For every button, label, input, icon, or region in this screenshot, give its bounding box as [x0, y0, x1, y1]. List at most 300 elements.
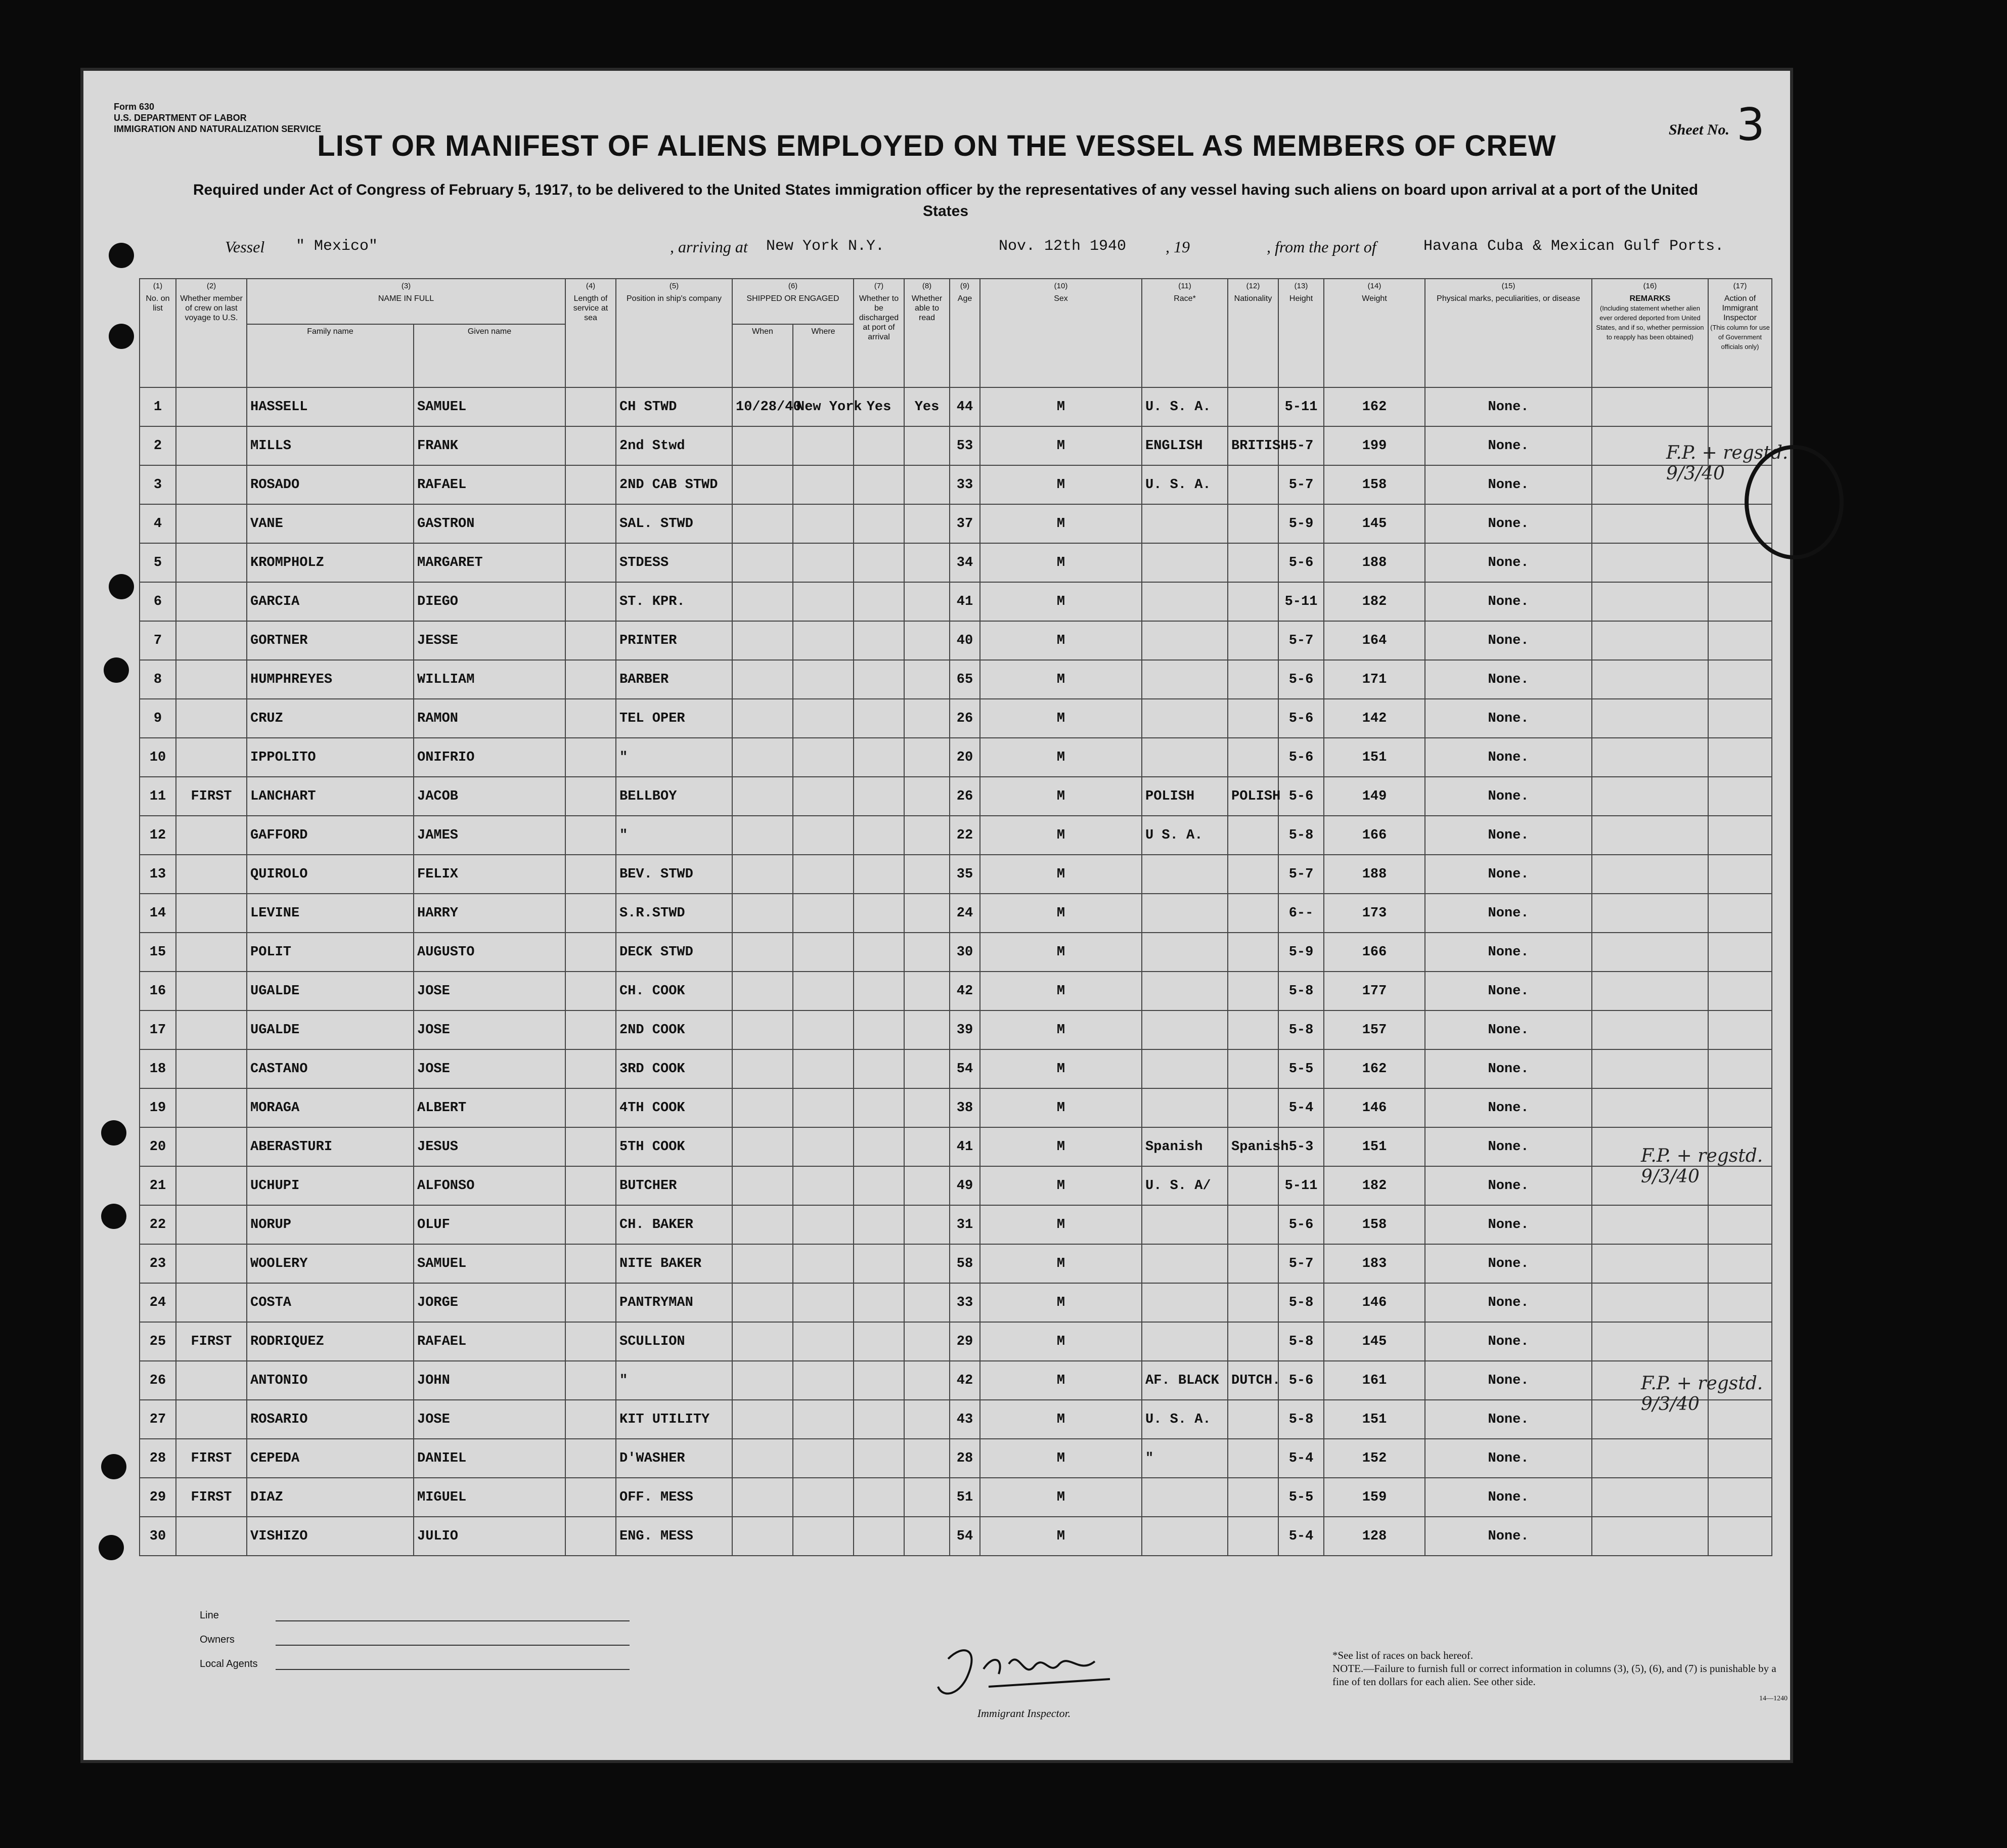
sex: M	[980, 777, 1142, 816]
given-name: JAMES	[414, 816, 565, 855]
position: BEV. STWD	[616, 855, 732, 894]
family-name: GARCIA	[247, 582, 414, 621]
engaged-when	[732, 738, 793, 777]
age: 28	[950, 1439, 980, 1478]
position: PRINTER	[616, 621, 732, 660]
service-length	[565, 1127, 616, 1166]
family-name: HUMPHREYES	[247, 660, 414, 699]
discharged	[854, 1049, 904, 1088]
binder-hole	[101, 1120, 126, 1146]
nationality	[1228, 1517, 1278, 1556]
service-length	[565, 621, 616, 660]
able-to-read	[904, 855, 950, 894]
weight: 151	[1324, 1127, 1425, 1166]
family-name: GORTNER	[247, 621, 414, 660]
nationality	[1228, 1478, 1278, 1517]
owners-field: Owners	[200, 1627, 630, 1652]
physical-marks: None.	[1425, 894, 1592, 933]
remarks	[1592, 855, 1708, 894]
service-length	[565, 465, 616, 504]
family-name: UGALDE	[247, 972, 414, 1010]
height: 5-11	[1278, 582, 1324, 621]
sex: M	[980, 1517, 1142, 1556]
discharged	[854, 1283, 904, 1322]
col-action-header: (17) Action of Immigrant Inspector (This column for use of Government officials only)	[1708, 279, 1772, 387]
able-to-read	[904, 621, 950, 660]
race: ENGLISH	[1142, 426, 1228, 465]
engaged-where	[793, 543, 854, 582]
sex: M	[980, 582, 1142, 621]
race	[1142, 894, 1228, 933]
engaged-where	[793, 738, 854, 777]
inspector-action	[1708, 660, 1772, 699]
row-number: 14	[140, 894, 176, 933]
able-to-read	[904, 1478, 950, 1517]
age: 34	[950, 543, 980, 582]
given-name: JESUS	[414, 1127, 565, 1166]
remarks	[1592, 543, 1708, 582]
last-voyage	[176, 816, 247, 855]
given-name: RAMON	[414, 699, 565, 738]
race	[1142, 1205, 1228, 1244]
age: 41	[950, 1127, 980, 1166]
given-name: AUGUSTO	[414, 933, 565, 972]
nationality	[1228, 621, 1278, 660]
family-name: DIAZ	[247, 1478, 414, 1517]
discharged	[854, 1322, 904, 1361]
height: 5-6	[1278, 660, 1324, 699]
remarks	[1592, 1049, 1708, 1088]
engaged-where	[793, 1088, 854, 1127]
engaged-when	[732, 621, 793, 660]
family-name: IPPOLITO	[247, 738, 414, 777]
remarks	[1592, 699, 1708, 738]
height: 5-6	[1278, 738, 1324, 777]
position: S.R.STWD	[616, 894, 732, 933]
position: PANTRYMAN	[616, 1283, 732, 1322]
physical-marks: None.	[1425, 504, 1592, 543]
height: 5-5	[1278, 1049, 1324, 1088]
position: ST. KPR.	[616, 582, 732, 621]
given-name: FELIX	[414, 855, 565, 894]
nationality	[1228, 1244, 1278, 1283]
given-name: JULIO	[414, 1517, 565, 1556]
given-name: DANIEL	[414, 1439, 565, 1478]
engaged-when	[732, 972, 793, 1010]
col-remarks-header: (16) REMARKS (Including statement whether alien ever ordered deported from United States, and if so, whether permission to reapply has been obtained)	[1592, 279, 1708, 387]
row-number: 7	[140, 621, 176, 660]
nationality: DUTCH.	[1228, 1361, 1278, 1400]
service-length	[565, 504, 616, 543]
family-name: ABERASTURI	[247, 1127, 414, 1166]
remarks	[1592, 1322, 1708, 1361]
able-to-read	[904, 582, 950, 621]
service-length	[565, 894, 616, 933]
able-to-read	[904, 972, 950, 1010]
engaged-where	[793, 1361, 854, 1400]
age: 38	[950, 1088, 980, 1127]
engaged-where	[793, 1478, 854, 1517]
age: 30	[950, 933, 980, 972]
sex: M	[980, 816, 1142, 855]
given-name: RAFAEL	[414, 465, 565, 504]
engaged-when	[732, 504, 793, 543]
table-row	[140, 933, 1772, 972]
family-name: CRUZ	[247, 699, 414, 738]
able-to-read	[904, 1049, 950, 1088]
position: D'WASHER	[616, 1439, 732, 1478]
physical-marks: None.	[1425, 387, 1592, 426]
service-length	[565, 1517, 616, 1556]
table-row	[140, 1205, 1772, 1244]
discharged	[854, 465, 904, 504]
race: U. S. A.	[1142, 1400, 1228, 1439]
nationality	[1228, 738, 1278, 777]
weight: 164	[1324, 621, 1425, 660]
table-row	[140, 504, 1772, 543]
inspector-caption: Immigrant Inspector.	[977, 1707, 1071, 1720]
physical-marks: None.	[1425, 1205, 1592, 1244]
vessel-label: Vessel	[225, 238, 265, 256]
service-name: IMMIGRATION AND NATURALIZATION SERVICE	[114, 124, 321, 134]
remarks	[1592, 1088, 1708, 1127]
inspector-action	[1708, 543, 1772, 582]
position: 3RD COOK	[616, 1049, 732, 1088]
inspector-action	[1708, 699, 1772, 738]
age: 43	[950, 1400, 980, 1439]
document-subtitle: Required under Act of Congress of February 5, 1917, to be delivered to the United States immigration officer by the representatives of any vessel having such aliens on board upon arrival at a port of the United States	[193, 182, 1699, 219]
remarks	[1592, 582, 1708, 621]
nationality	[1228, 1205, 1278, 1244]
nationality	[1228, 894, 1278, 933]
row-number: 20	[140, 1127, 176, 1166]
race	[1142, 1322, 1228, 1361]
row-number: 24	[140, 1283, 176, 1322]
last-voyage	[176, 1361, 247, 1400]
weight: 158	[1324, 1205, 1425, 1244]
manifest-document	[83, 71, 1790, 1760]
age: 39	[950, 1010, 980, 1049]
height: 5-6	[1278, 543, 1324, 582]
inspector-action	[1708, 933, 1772, 972]
race	[1142, 582, 1228, 621]
engaged-when	[732, 1049, 793, 1088]
discharged	[854, 582, 904, 621]
family-name: HASSELL	[247, 387, 414, 426]
engaged-where: New York	[793, 387, 854, 426]
physical-marks: None.	[1425, 426, 1592, 465]
weight: 158	[1324, 465, 1425, 504]
physical-marks: None.	[1425, 1049, 1592, 1088]
last-voyage	[176, 1517, 247, 1556]
family-name: LEVINE	[247, 894, 414, 933]
height: 5-11	[1278, 1166, 1324, 1205]
family-name: NORUP	[247, 1205, 414, 1244]
able-to-read	[904, 1166, 950, 1205]
race	[1142, 1088, 1228, 1127]
sex: M	[980, 1049, 1142, 1088]
nationality	[1228, 582, 1278, 621]
engaged-when	[732, 1166, 793, 1205]
engaged-where	[793, 1010, 854, 1049]
height: 5-3	[1278, 1127, 1324, 1166]
able-to-read	[904, 933, 950, 972]
race	[1142, 621, 1228, 660]
inspector-note-row-2: F.P. + regstd. 9/3/40	[1666, 443, 1789, 484]
row-number: 9	[140, 699, 176, 738]
age: 20	[950, 738, 980, 777]
position: CH STWD	[616, 387, 732, 426]
weight: 151	[1324, 738, 1425, 777]
engaged-when	[732, 1127, 793, 1166]
binder-hole	[101, 1454, 126, 1479]
sex: M	[980, 972, 1142, 1010]
engaged-when	[732, 855, 793, 894]
nationality	[1228, 660, 1278, 699]
remarks	[1592, 660, 1708, 699]
engaged-where	[793, 855, 854, 894]
service-length	[565, 1439, 616, 1478]
nationality	[1228, 543, 1278, 582]
binder-hole	[109, 243, 134, 268]
weight: 149	[1324, 777, 1425, 816]
given-name: HARRY	[414, 894, 565, 933]
inspector-action	[1708, 1517, 1772, 1556]
service-length	[565, 1400, 616, 1439]
weight: 145	[1324, 504, 1425, 543]
last-voyage: FIRST	[176, 1322, 247, 1361]
physical-marks: None.	[1425, 1400, 1592, 1439]
remarks	[1592, 1010, 1708, 1049]
engaged-when	[732, 933, 793, 972]
weight: 188	[1324, 543, 1425, 582]
discharged	[854, 1517, 904, 1556]
last-voyage	[176, 972, 247, 1010]
vessel-line	[225, 238, 1724, 263]
from-port: Havana Cuba & Mexican Gulf Ports.	[1423, 238, 1724, 255]
race: U S. A.	[1142, 816, 1228, 855]
inspector-signature-block	[872, 1639, 1176, 1720]
weight: 146	[1324, 1088, 1425, 1127]
family-name: ROSARIO	[247, 1400, 414, 1439]
discharged	[854, 933, 904, 972]
service-length	[565, 777, 616, 816]
able-to-read	[904, 1361, 950, 1400]
engaged-where	[793, 465, 854, 504]
remarks	[1592, 972, 1708, 1010]
form-number: Form 630	[114, 102, 155, 112]
physical-marks: None.	[1425, 1478, 1592, 1517]
sex: M	[980, 1088, 1142, 1127]
vessel-name: " Mexico"	[296, 238, 378, 255]
table-row	[140, 582, 1772, 621]
nationality: POLISH	[1228, 777, 1278, 816]
position: BELLBOY	[616, 777, 732, 816]
col-last-voyage-header: (2) Whether member of crew on last voyage to U.S.	[176, 279, 247, 387]
row-number: 3	[140, 465, 176, 504]
service-length	[565, 1244, 616, 1283]
given-name: MARGARET	[414, 543, 565, 582]
row-number: 27	[140, 1400, 176, 1439]
inspector-action	[1708, 1010, 1772, 1049]
age: 22	[950, 816, 980, 855]
engaged-when	[732, 1283, 793, 1322]
position: "	[616, 1361, 732, 1400]
discharged	[854, 426, 904, 465]
engaged-when	[732, 1400, 793, 1439]
age: 54	[950, 1049, 980, 1088]
col-age-header: (9) Age	[950, 279, 980, 387]
sheet-number: 3	[1736, 99, 1765, 151]
inspector-note-row-20: F.P. + regstd. 9/3/40	[1641, 1146, 1763, 1187]
nationality	[1228, 1049, 1278, 1088]
given-name: DIEGO	[414, 582, 565, 621]
row-number: 12	[140, 816, 176, 855]
last-voyage: FIRST	[176, 1439, 247, 1478]
engaged-when	[732, 543, 793, 582]
able-to-read	[904, 1127, 950, 1166]
position: ENG. MESS	[616, 1517, 732, 1556]
height: 5-8	[1278, 1322, 1324, 1361]
position: STDESS	[616, 543, 732, 582]
physical-marks: None.	[1425, 738, 1592, 777]
row-number: 17	[140, 1010, 176, 1049]
engaged-where	[793, 660, 854, 699]
able-to-read	[904, 699, 950, 738]
table-row	[140, 387, 1772, 426]
binder-hole	[104, 657, 129, 683]
sex: M	[980, 1244, 1142, 1283]
weight: 146	[1324, 1283, 1425, 1322]
height: 5-7	[1278, 465, 1324, 504]
last-voyage	[176, 894, 247, 933]
engaged-where	[793, 504, 854, 543]
family-name: ANTONIO	[247, 1361, 414, 1400]
form-code: 14—1240	[1759, 1695, 1788, 1702]
sex: M	[980, 543, 1142, 582]
binder-hole	[109, 324, 134, 349]
last-voyage	[176, 855, 247, 894]
family-name: CEPEDA	[247, 1439, 414, 1478]
given-name: JORGE	[414, 1283, 565, 1322]
table-row	[140, 777, 1772, 816]
discharged	[854, 1244, 904, 1283]
weight: 173	[1324, 894, 1425, 933]
table-row	[140, 1088, 1772, 1127]
remarks	[1592, 1478, 1708, 1517]
given-name: ALBERT	[414, 1088, 565, 1127]
engaged-where	[793, 1322, 854, 1361]
sex: M	[980, 660, 1142, 699]
weight: 171	[1324, 660, 1425, 699]
row-number: 19	[140, 1088, 176, 1127]
nationality	[1228, 816, 1278, 855]
able-to-read	[904, 426, 950, 465]
service-length	[565, 699, 616, 738]
race: U. S. A.	[1142, 465, 1228, 504]
department-name: U.S. DEPARTMENT OF LABOR	[114, 113, 247, 123]
service-length	[565, 972, 616, 1010]
age: 51	[950, 1478, 980, 1517]
position: NITE BAKER	[616, 1244, 732, 1283]
physical-marks: None.	[1425, 1517, 1592, 1556]
given-name: ONIFRIO	[414, 738, 565, 777]
weight: 159	[1324, 1478, 1425, 1517]
able-to-read	[904, 1205, 950, 1244]
sex: M	[980, 1010, 1142, 1049]
last-voyage	[176, 1010, 247, 1049]
service-length	[565, 660, 616, 699]
race: U. S. A.	[1142, 387, 1228, 426]
sex: M	[980, 1322, 1142, 1361]
nationality	[1228, 1400, 1278, 1439]
height: 5-5	[1278, 1478, 1324, 1517]
able-to-read	[904, 1088, 950, 1127]
able-to-read	[904, 1517, 950, 1556]
position: 4TH COOK	[616, 1088, 732, 1127]
age: 49	[950, 1166, 980, 1205]
row-number: 22	[140, 1205, 176, 1244]
discharged	[854, 543, 904, 582]
row-number: 13	[140, 855, 176, 894]
remarks	[1592, 1517, 1708, 1556]
sex: M	[980, 1166, 1142, 1205]
family-name: QUIROLO	[247, 855, 414, 894]
engaged-when: 10/28/40	[732, 387, 793, 426]
remarks	[1592, 816, 1708, 855]
given-name: JOSE	[414, 972, 565, 1010]
given-name: WILLIAM	[414, 660, 565, 699]
inspector-action	[1708, 1322, 1772, 1361]
position: CH. BAKER	[616, 1205, 732, 1244]
table-row	[140, 1244, 1772, 1283]
position: "	[616, 738, 732, 777]
age: 26	[950, 699, 980, 738]
race	[1142, 1283, 1228, 1322]
inspector-note-row-26: F.P. + regstd. 9/3/40	[1641, 1373, 1763, 1415]
engaged-when	[732, 894, 793, 933]
remarks	[1592, 894, 1708, 933]
position: "	[616, 816, 732, 855]
height: 5-8	[1278, 1400, 1324, 1439]
inspector-action	[1708, 1244, 1772, 1283]
family-name: WOOLERY	[247, 1244, 414, 1283]
from-port-label: , from the port of	[1267, 238, 1376, 256]
weight: 145	[1324, 1322, 1425, 1361]
given-name-header: Given name	[414, 324, 565, 387]
able-to-read	[904, 1283, 950, 1322]
col-name-header: (3) NAME IN FULL	[247, 279, 565, 324]
physical-marks: None.	[1425, 1361, 1592, 1400]
row-number: 26	[140, 1361, 176, 1400]
inspector-action	[1708, 1088, 1772, 1127]
age: 65	[950, 660, 980, 699]
discharged	[854, 504, 904, 543]
nationality	[1228, 1439, 1278, 1478]
family-name-header: Family name	[247, 324, 414, 387]
position: 2nd Stwd	[616, 426, 732, 465]
given-name: JOSE	[414, 1049, 565, 1088]
race	[1142, 699, 1228, 738]
physical-marks: None.	[1425, 1244, 1592, 1283]
last-voyage	[176, 660, 247, 699]
inspector-action	[1708, 855, 1772, 894]
inspector-action	[1708, 894, 1772, 933]
physical-marks: None.	[1425, 1088, 1592, 1127]
height: 5-8	[1278, 972, 1324, 1010]
inspector-action	[1708, 1439, 1772, 1478]
engaged-where	[793, 1439, 854, 1478]
